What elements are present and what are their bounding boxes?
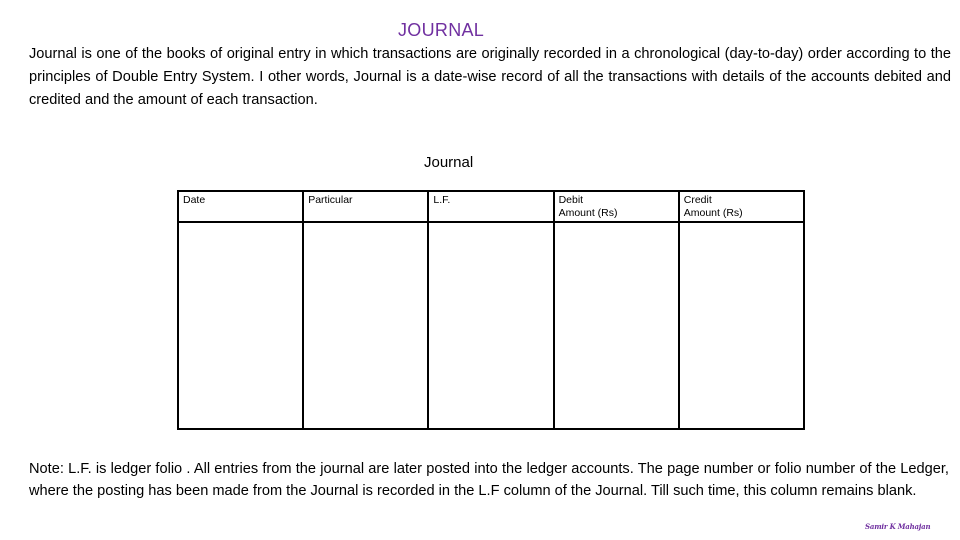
column-header-lf-label: L.F. xyxy=(433,194,451,206)
credit-cell xyxy=(679,222,804,429)
date-cell xyxy=(178,222,303,429)
column-header-debit xyxy=(554,191,679,222)
lf-cell xyxy=(428,222,553,429)
debit-cell xyxy=(554,222,679,429)
column-header-credit-label: Credit xyxy=(683,194,712,206)
column-header-date-label: Date xyxy=(183,194,206,206)
column-header-lf xyxy=(428,191,553,222)
column-header-credit xyxy=(679,191,804,222)
author-signature: Samir K Mahajan xyxy=(865,522,931,531)
column-header-date xyxy=(178,191,303,222)
column-header-debit-label: Debit xyxy=(558,194,584,206)
journal-table xyxy=(177,190,805,430)
column-header-credit-unit: Amount (Rs) xyxy=(683,207,743,219)
journal-header-row xyxy=(178,191,804,222)
particular-cell xyxy=(303,222,428,429)
journal-body-row xyxy=(178,222,804,429)
table-caption: Journal xyxy=(424,154,474,171)
page-title: JOURNAL xyxy=(398,20,485,40)
intro-paragraph: Journal is one of the books of original entry in which transactions are originally recorded in a chronological (day-to-day) order according to the principles of Double Entry System. I other words, Journal is a date-wise record of all the transactions with details of the accounts debited and credited and the amount of each transaction. xyxy=(29,46,951,108)
note-paragraph: Note: L.F. is ledger folio . All entries from the journal are later posted into the ledger accounts. The page number or folio number of the Ledger, where the posting has been made from the Journal is recorded in the L.F column of the Journal. Till such time, this column remains blank. xyxy=(29,461,949,499)
column-header-particular-label: Particular xyxy=(308,194,353,206)
column-header-particular xyxy=(303,191,428,222)
column-header-debit-unit: Amount (Rs) xyxy=(558,207,618,219)
